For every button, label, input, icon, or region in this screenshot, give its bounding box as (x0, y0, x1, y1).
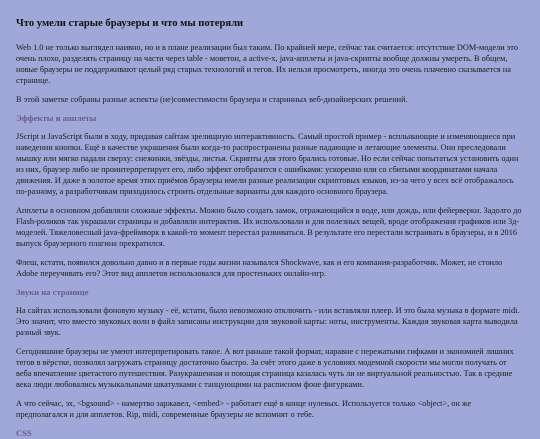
section-paragraph: Сегодняшние браузеры не умеют интерпретировать такое. А вот раньше такой формат, наравне с пережатыми гифками и экономией лишних тегов в вёрстке, позволял загружать страницу достаточно быстро. За счёт этого даже в условиях модемной скорости мы могли получать от веба впечатление цветастого путешествия. Разукрашенная и поющая страница казалась чуть ли не виртуальной реальностью. Так в средние века люди любовались музыкальными шкатулками с танцующими на расписном фоне фигурками. (16, 347, 514, 389)
section-heading-effects: Эффекты и апплеты (16, 113, 97, 123)
section-paragraph: Апплеты в основном добавляли сложные эффекты. Можно было создать замок, отражающийся в воде, или дождь, или фейерверки. Задолго до Flash-роликов так украшали страницы и добавляли интерактив. Их использовали и для полезных вещей, вроде отображения графиков или 3д-моделей. Тяжеловесный java-фреймворк в какой-то момент перестал развиваться. В результате его перестали встраивать в браузеры, и в 2016 выпуск браузерного плагина прекратился. (16, 206, 522, 248)
article-title: Что умели старые браузеры и что мы потеряли (16, 18, 244, 29)
intro-paragraph: В этой заметке собраны разные аспекты (не)совместимости браузера и старинных веб-дизайнерских решений. (16, 95, 408, 104)
section-heading-sounds: Звуки на странице (16, 287, 89, 297)
section-heading-css: CSS (16, 428, 32, 438)
intro-paragraph: Web 1.0 не только выглядел наивно, но и в плане реализации был таким. По крайней мере, сейчас так считается: отсутствие DOM-модели это очень плохо, разделять страницу на части через table - моветон, а active-x, java-апплеты и java-скрипты вообще должны умереть. В общем, новые браузеры не поддерживают целый ряд старых технологий и тегов. Их нельзя просмотреть, иногда это очень плачевно сказывается на странице. (16, 43, 518, 85)
section-paragraph: А что сейчас, эх, <bgsound> - намертво заржавел, <embed> - работает ещё в конце нулевых. Используется только <object>, он же предполагался и для апплетов. Rip, midi, современные браузеры не вспомнят о тебе. (16, 399, 472, 419)
section-paragraph: Флеш, кстати, появился довольно давно и в первые годы жизни назывался Shockwave, как и его компания-разработчик. Может, не стоило Adobe переучивать его? Этот вид апплетов использовался для простеньких онлайн-игр. (16, 258, 503, 278)
section-paragraph: На сайтах использовали фоновую музыку - её, кстати, было невозможно отключить - или вставляли плеер. И это была музыка в формате midi. Это значит, что вместо звуковых волн в файл записаны инструкции для звуковой карты: ноты, инструменты. Каждая звуковая карта выводила разный звук. (16, 306, 520, 337)
section-paragraph: JScript и JavaScript были в ходу, придавая сайтам зрелищную интерактивность. Самый простой пример - всплывающие и изменяющиеся при наведении кнопки. Ещё в качестве украшения были когда-то распространены разные падающие и летающие элементы. Они преследовали мышку или мягко падали сверху: снежинки, звёзды, листья. Скрипты для этого брались готовые. Но если сейчас попытаться установить один из них, браузер либо не проинтерпретирует его, либо эффект отобразится с ошибками: ускоренно или со сбитыми координатами начала движения. И даже в золотое время этих приёмов браузеры имели разные реализации скриптовых языков, из-за чего у всех всё отображалось по-разному, а разработчикам приходилось строить отдельные варианты для каждого основного браузера. (16, 132, 519, 196)
